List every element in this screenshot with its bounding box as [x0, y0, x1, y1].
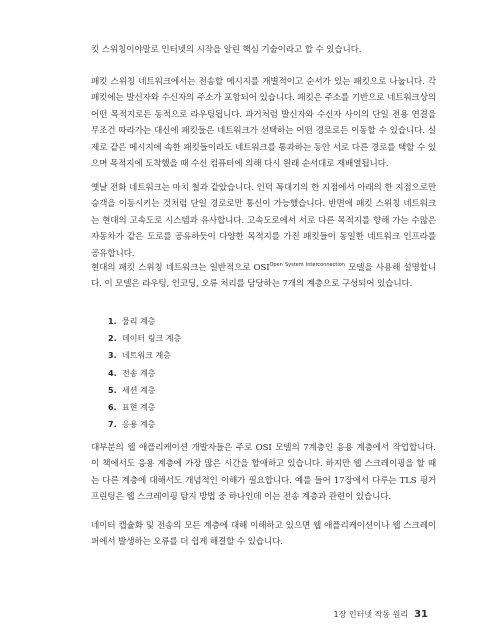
paragraph-app-layer: 대부분의 웹 애플리케이션 개발자들은 주로 OSI 모델의 7계층인 응용 계층에서 작업합니다. 이 책에서도 응용 계층에 가장 많은 시간을 할애하고 있습니다. 하지만 웹 스크레이핑을 할 때는 다른 계층에 대해서도 개념적인 이해가 필요합니다. 예를 들어 17장에서 다루는 TLS 핑거프린팅은 웹 스크레이핑 탐지 방법 중 하나인데 이는 전송 계층과 관련이 있습니다. — [91, 443, 436, 503]
list-item: 2. 데이터 링크 계층 — [108, 334, 182, 344]
paragraph-intro-end: 킷 스위칭이야말로 인터넷의 시작을 알린 핵심 기술이라고 할 수 있습니다. — [91, 45, 362, 55]
osi-text-end: 모델을 사용해 설명합니다. 이 모델은 라우팅, 인코딩, 오류 처리를 담당하는 7개의 계층으로 구성되어 있습니다. — [91, 263, 436, 290]
osi-text-start: 현대의 패킷 스위칭 네트워크는 일반적으로 OSI — [91, 263, 270, 273]
paragraph-telephone-analogy: 옛날 전화 네트워크는 마치 철과 같았습니다. 인덕 꼭대기의 한 지점에서 아래의 한 지점으로만 승객을 이동시키는 것처럼 단일 경로로만 통신이 가능했습니다. 반면에 패킷 스위칭 네트워크는 현대의 고속도로 시스템과 유사합니다. 고속도로에서 서로 다른 목적지를 향해 가는 수많은 자동차가 같은 도로를 공유하듯이 다양한 목적지를 가진 패킷들이 동일한 네트워크 인프라를 공유합니다. — [91, 183, 436, 259]
list-item: 1. 물리 계층 — [108, 317, 156, 326]
chapter-title: 1장 인터넷 작동 원리 — [333, 610, 409, 619]
list-item: 3. 네트워크 계층 — [108, 351, 171, 361]
osi-layer-list — [108, 313, 181, 433]
osi-superscript: Open System Interconnection — [269, 262, 345, 268]
list-item: 4. 전송 계층 — [108, 368, 156, 378]
paragraph-osi-model — [91, 257, 436, 293]
paragraph-packet-switching: 패킷 스위칭 네트워크에서는 전송할 메시지를 개별적이고 순서가 있는 패킷으로 나눕니다. 각 패킷에는 발신자와 수신자의 주소가 포함되어 있습니다. 패킷은 주소를 기반으로 네트워크상의 어떤 목적지로든 동적으로 라우팅됩니다. 과거처럼 발신자와 수신자 사이의 단일 전용 연결을 무조건 따라가는 대신에 패킷들은 네트워크가 선택하는 어떤 경로로든 이동할 수 있습니다. 실제로 같은 메시지에 속한 패킷들이라도 네트워크를 통과하는 동안 서로 다른 경로를 택할 수 있으며 목적지에 도착했을 때 수신 컴퓨터에 의해 다시 원래 순서대로 재배열됩니다. — [91, 77, 436, 170]
list-item: 5. 세션 계층 — [108, 385, 156, 395]
list-item: 7. 응용 계층 — [108, 420, 156, 430]
page-number: 31 — [414, 609, 428, 620]
list-item: 6. 표현 계층 — [108, 403, 156, 413]
page-footer — [334, 609, 428, 620]
paragraph-encapsulation: 네이터 캡슐화 및 전송의 모든 계층에 대해 이해하고 있으면 웹 애플리케이션이나 웹 스크레이퍼에서 발생하는 오류를 더 쉽게 해결할 수 있습니다. — [91, 521, 436, 548]
